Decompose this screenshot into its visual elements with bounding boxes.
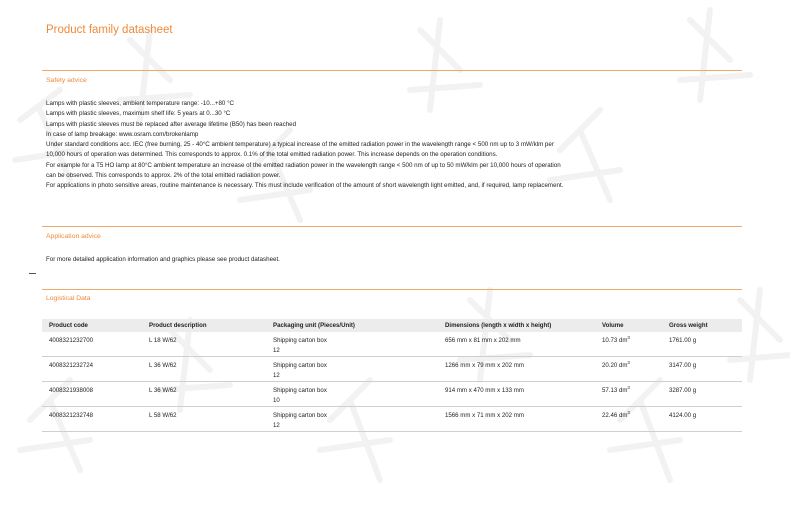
packaging-pieces: 10 [273,396,280,404]
volume-cell [595,382,662,407]
product-code-cell: 4008321232700 [42,332,142,357]
column-header: Packaging unit (Pieces/Unit) [266,319,438,332]
product-code-cell: 4008321232748 [42,407,142,432]
product-description-cell: L 36 W/62 [142,382,266,407]
safety-advice-heading: Safety advice [46,77,87,84]
table-row [42,357,742,382]
column-header: Volume [595,319,662,332]
table-row [42,407,742,432]
column-header: Gross weight [662,319,742,332]
safety-advice-rule [42,70,742,71]
volume-unit-exponent: 3 [627,334,630,340]
gross-weight-cell: 4124.00 g [662,407,742,432]
safety-advice-text [46,99,746,192]
gross-weight-cell: 1761.00 g [662,332,742,357]
packaging-cell [266,357,438,382]
volume-cell [595,332,662,357]
product-description-cell: L 18 W/62 [142,332,266,357]
dimensions-cell: 914 mm x 470 mm x 133 mm [438,382,595,407]
packaging-pieces: 12 [273,346,280,354]
logistical-data-heading: Logistical Data [46,295,91,302]
safety-line: Lamps with plastic sleeves, ambient temperature range: -10...+80 °C [46,100,235,107]
dimensions-cell: 1266 mm x 79 mm x 202 mm [438,357,595,382]
volume-cell [595,357,662,382]
packaging-type: Shipping carton box [273,362,327,369]
gross-weight-cell: 3287.00 g [662,382,742,407]
dimensions-cell: 1566 mm x 71 mm x 202 mm [438,407,595,432]
safety-line: 10,000 hours of operation was determined. This corresponds to approx. 0.1% of the total emitted radiation power. This increase depends on the operation conditions. [46,151,498,159]
safety-line: Lamps with plastic sleeves must be replaced after average lifetime (B50) has been reached [46,120,297,128]
table-row [42,332,742,357]
packaging-cell [266,407,438,432]
packaging-pieces: 12 [273,371,280,379]
application-advice-rule [42,226,742,227]
application-advice-text [46,255,746,265]
packaging-cell [266,332,438,357]
safety-line: Under standard conditions acc. IEC (free burning, 25 - 40°C ambient temperature) a typical increase of the emitted radiation power in the wavelength range < 500 nm up to 3 mW/klm per [46,141,554,149]
application-advice-heading: Application advice [46,233,101,240]
gross-weight-cell: 3147.00 g [662,357,742,382]
packaging-type: Shipping carton box [273,387,327,394]
safety-line: Lamps with plastic sleeves, maximum shelf life: 5 years at 0...30 °C [46,110,231,118]
volume-unit-exponent: 3 [627,384,630,390]
margin-dash [29,273,36,274]
column-header: Dimensions (length x width x height) [438,319,595,332]
volume-unit-exponent: 3 [627,409,630,415]
table-header-row [42,319,742,332]
column-header: Product code [42,319,142,332]
safety-line: For applications in photo sensitive areas, routine maintenance is necessary. This must include verification of the amount of short wavelength light emitted, and, if required, lamp replacement. [46,182,564,190]
logistical-data-rule [42,289,742,290]
volume-unit-exponent: 3 [627,359,630,365]
safety-line: For example for a T5 HO lamp at 80°C ambient temperature an increase of the emitted radiation power in the wavelength range < 500 nm of up to 50 mW/klm per 10,000 hours of operation [46,161,561,169]
product-code-cell: 4008321232724 [42,357,142,382]
volume-cell [595,407,662,432]
volume-value: 20.20 dm [602,362,628,369]
packaging-type: Shipping carton box [273,337,327,344]
logistical-data-table [42,319,742,432]
safety-line: can be observed. This corresponds to approx. 2% of the total emitted radiation power. [46,172,281,180]
column-header: Product description [142,319,266,332]
packaging-pieces: 12 [273,421,280,429]
table-row [42,382,742,407]
page-title: Product family datasheet [46,24,173,36]
dimensions-cell: 656 mm x 81 mm x 202 mm [438,332,595,357]
volume-value: 22.46 dm [602,412,628,419]
product-description-cell: L 58 W/62 [142,407,266,432]
product-description-cell: L 36 W/62 [142,357,266,382]
packaging-cell [266,382,438,407]
volume-value: 10.73 dm [602,337,628,344]
safety-line: In case of lamp breakage: www.osram.com/brokenlamp [46,130,199,138]
product-code-cell: 4008321938008 [42,382,142,407]
volume-value: 57.13 dm [602,387,628,394]
packaging-type: Shipping carton box [273,412,327,419]
application-line: For more detailed application information and graphics please see product datasheet. [46,256,280,263]
